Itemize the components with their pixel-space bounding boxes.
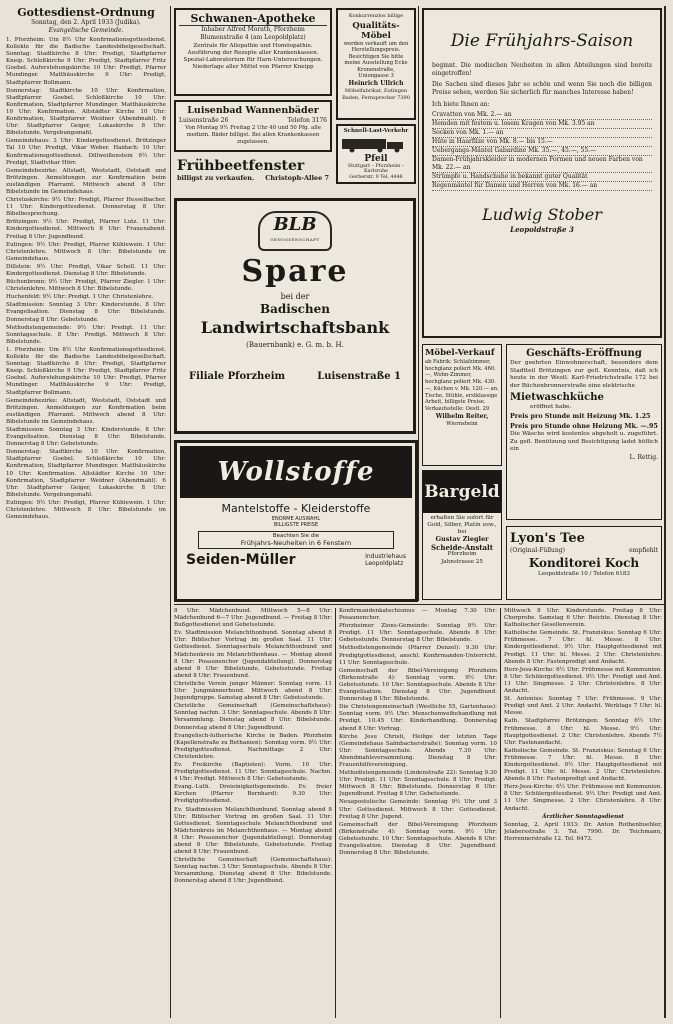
services-paragraph: 1. Pforzheim: Um 8½ Uhr Konfirmationsgottesdienst. Kollekte für die Badische Landesbibelgesellschaft. Sonntag: Stadtkirche 8 Uhr: Predigt, Stadtpfarrer Kneip. Schloßkirche 9 Uhr: Predigt, Stadtpfarrer Fritz Goebel. Auferstehungskirche 10 Uhr: Predigt, Pfarrer Mundinger. Matthäuskirche 9 Uhr: Predigt, Stadtpfarrer Bollmann. [6, 346, 166, 396]
ad-fruehjahrs-saison [422, 8, 662, 338]
services-paragraph: Katholische Gemeinde. St. Franziskus: Sonntag 6 Uhr: Frühmesse. 7 Uhr: hl. Messe. 8 Uhr: Kindergottesdienst. 9½ Uhr: Hauptgottesdienst mit Predigt. 11 Uhr: hl. Messe. 2 Uhr: Christenlehre. Abends 8 Uhr: Fastenpredigt und Andacht. [504, 630, 662, 665]
section-rule [174, 604, 664, 605]
ad-title: Spare [241, 254, 349, 289]
ad-name: Heinrich Ullrich [348, 80, 404, 88]
services-paragraph: Eutingen: 9½ Uhr: Predigt, Pfarrer Kühlewein. 1 Uhr: Christenlehre. Mittwoch 8 Uhr: Bibelstunde im Gemeindehaus. [6, 499, 166, 521]
ad-text: Badischen [259, 302, 330, 316]
ad-text: werden verkauft um den Herstellungspreis. Besichtigen Sie bitte meine Ausstellung Ecke Kronenstraße, Uniongasse 3 [343, 40, 409, 80]
services-paragraph: Neuapostolische Gemeinde: Sonntag 9½ Uhr und 3 Uhr: Gottesdienst. Mittwoch 8 Uhr: Gottesdienst. Freitag 8 Uhr: Jugend. [339, 799, 497, 820]
ad-opened: eröffnet habe. [530, 404, 572, 410]
services-paragraph: St. Antonius: Sonntag 7 Uhr: Frühmesse. 9 Uhr: Predigt und Amt. 2 Uhr: Andacht. Werktags 7 Uhr: hl. Messe. [504, 696, 662, 717]
truck-icon [340, 137, 414, 153]
ad-title: Schwanen-Apotheke [179, 13, 327, 26]
services-paragraph: Mittwoch 8 Uhr: Kinderstunde. Freitag 8 Uhr: Chorprobe. Samstag 6 Uhr: Beichte. Dienstag 8 Uhr: Katholischer Gesellenverein. [504, 608, 662, 629]
services-paragraph: Eutingen: 9½ Uhr: Predigt, Pfarrer Kühlewein. 1 Uhr: Christenlehre. Mittwoch 8 Uhr: Bibelstunde im Gemeindehaus. [6, 241, 166, 262]
services-paragraph: Konfirmandenkatechismus — Montag 7.30 Uhr: Posaunenchor. [339, 608, 497, 622]
ad-branch: Filiale Pforzheim [189, 371, 286, 382]
ad-title: Luisenbad Wannenbäder [187, 105, 319, 116]
church-services-column [6, 6, 166, 1018]
ad-address: Leopoldstraße 3 [510, 225, 574, 235]
services-paragraph: Brötzingen: 9½ Uhr: Predigt, Pfarrer Lutz. 11 Uhr: Kindergottesdienst. Mittwoch 8 Uhr: Frauenabend. Freitag 8 Uhr: Jugendbund. [6, 219, 166, 240]
services-paragraph: Gemeindebezirke: Altstadt, Weststadt, Oststadt und Brötzingen. Anmeldungen zur Konfirmation beim zuständigen Pfarramt. Mittwoch abend 8 Uhr: Bibelstunde im Gemeindehaus. [6, 167, 166, 195]
ad-title2: Mietwaschküche [510, 392, 604, 403]
services-paragraph: Ev. Stadtmission Melanchthonbund. Sonntag abend 8 Uhr: Biblischer Vortrag im großen Saal. 11 Uhr: Gottesdienst. Sonntagsschule Melanchthonbund und Mädchenkreis im Melanchthonhaus. — Montag abend 8 Uhr: Posaunenchor (Jugendabteilung). Donnerstag abend 8 Uhr: Bibelstunde, Gebetsstunde. Freitag abend 8 Uhr: Frauenbund. [174, 630, 332, 679]
offer-item: Cravatten von Mk. 2.— an [432, 111, 652, 120]
services-paragraph: Evang.-Luth. Dreieinigkeitsgemeinde. Ev. freier Kirchen (Pfarrer Bernhard): 9.30 Uhr: Predigtgottesdienst. [174, 784, 332, 805]
offer-item: Hüte in Haarfilze von Mk. 8.— bis 15.— [432, 138, 652, 147]
column-rule [418, 6, 419, 601]
ad-name: Wilhelm Reiter, [435, 413, 489, 421]
ad-kicker: Konkurrenzlos billige [348, 13, 404, 19]
date-line: Sonntag, den 2. April 1933 (Judika). [31, 19, 141, 26]
services-paragraph: Sonntag, 2. April 1933: Dr. Anton Rothenbuehler, Jelabersstraße 3. Tel. 7990. Dr. Teichmann, Herrennerstraße 12. Tel. 6473. [504, 821, 662, 842]
services-paragraph: Ev. Freikirche (Baptisten): Vorm. 10 Uhr: Predigtgottesdienst. 11 Uhr: Sonntagsschule. Nachm. 4 Uhr: Predigt. Mittwoch 8 Uhr: Gebetsstunde. [174, 761, 332, 783]
ad-address: Christoph-Allee 7 [265, 174, 329, 182]
ad-shop: Konditorei Koch [528, 555, 640, 570]
services-paragraph: Stadtmission: Sonntag 3 Uhr: Kinderstunde. 8 Uhr: Evangelisation. Dienstag 8 Uhr: Bibelstunde. Donnerstag 8 Uhr: Gebetstunde. [6, 426, 166, 448]
offer-item: Socken von Mk. 1.— an [432, 129, 652, 138]
services-paragraph: Methodistengemeinde (Lindenstraße 22): Sonntag 9.30 Uhr: Predigt. 11 Uhr: Sonntagsschule. 8 Uhr: Predigt. Mittwoch 8 Uhr: Bibelstunde. Donnerstag 8 Uhr: Jugendbund. Freitag 8 Uhr: Gebetsstunde. [339, 770, 497, 798]
ad-text: Der geehrten Einwohnerschaft, besonders dem Stadtteil Brötzingen zur gefl. Kenntnis, daß ich heute in der Westl. Karl-Friedrichstraße 172 bei der Büchenbronnerstraße eine elektrische [510, 360, 658, 389]
services-paragraph: Dillstein: 9½ Uhr: Predigt, Vikar Scholl. 11 Uhr: Kindergottesdienst. Dienstag 8 Uhr: Bibelstunde. [6, 263, 166, 277]
ad-luisenbad [174, 100, 332, 152]
ad-title: Schnell-Last-Verkehr [343, 128, 409, 134]
services-paragraph: Methodistengemeinde (Pfarrer Denzel): 9.30 Uhr: Predigtgottesdienst, anschl. Konfirmanden-Unterricht. 11 Uhr: Sonntagsschule. [339, 645, 497, 666]
services-paragraph: Donnerstag: Stadtkirche 10 Uhr: Konfirmation, Stadtpfarrer Goebel. Schloßkirche 10 Uhr: Konfirmation, Stadtpfarrer Mundinger. Matthäuskirche 10 Uhr: Konfirmation. Altstädter Kirche 10 Uhr: Konfirmation, Stadtpfarrer Weidner (Abendmahl). 6 Uhr: Stadtpfarrer Geiger, Lukaskirche 8 Uhr: Bibelstunde. Vergebungsmahl. [6, 87, 166, 137]
ad-text: Stuttgart – Pforzheim – Karlsruhe [347, 163, 405, 175]
ad-title: Lyon's Tee [510, 531, 585, 546]
ad-schnell-last-verkehr [336, 124, 416, 184]
services-paragraph: Evangelisch-lutherische Kirche in Baden. Pforzheim (Kapellenstraße zu Bethanien): Sonntag vorm. 9½ Uhr: Predigtgottesdienst. Nachmittags 2 Uhr: Christenlehre. [174, 732, 332, 760]
ad-owner: Inhaber Alfred Morath, Pforzheim [201, 26, 305, 33]
section-title: Gottesdienst-Ordnung [17, 6, 155, 19]
section-subtitle: Evangelische Gemeinde. [48, 27, 124, 34]
services-paragraph: Gemeindebezirke: Altstadt, Weststadt, Oststadt und Brötzingen. Anmeldungen zur Konfirmation beim zuständigen Pfarramt. Mittwoch abend 8 Uhr: Bibelstunde im Gemeindehaus. [6, 397, 166, 425]
services-column-3 [339, 608, 497, 1018]
services-column-4 [504, 608, 662, 1018]
column-rule [664, 6, 666, 1018]
column-rule [335, 608, 336, 1018]
column-rule [500, 608, 501, 1018]
ad-title: Qualitäts-Möbel [352, 20, 400, 41]
ad-offer-head: Ich biete Ihnen an: [432, 101, 490, 109]
ad-name: Gustav Ziegler [435, 535, 489, 543]
ad-place: Wiernsheim [446, 420, 478, 427]
ad-qualitaets-moebel [336, 8, 416, 120]
ad-notice: Frühjahrs-Neuheiten in 6 Fenstern [240, 539, 352, 547]
services-paragraph: Die Christengemeinschaft (Westliche 55, Gartenhaus): Sonntag vorm. 9½ Uhr: Menschenweihehandlung mit Predigt. 10.45 Uhr: Kinderhandlung. Donnerstag abend 8 Uhr: Vortrag. [339, 704, 497, 732]
ad-tag: BILLIGSTE PREISE [273, 522, 319, 528]
offer-item: Uebergangs-Mäntel Gabardine Mk. 35.—, 45.—, 55.— [432, 147, 652, 156]
ad-text: bei der [280, 292, 310, 301]
services-paragraph: Gemeindehaus: 3 Uhr: Kindergottesdienst. Brötzinger Tal 10 Uhr: Predigt, Vikar Weber. Haidach: 10 Uhr: Konfirmationsgottesdienst. Dillweißenstein 9½ Uhr: Predigt, Stadtvikar Hörr. [6, 138, 166, 166]
ad-address: Möbelfabrikat, Eutingen Baden, Fernsprecher 7390 [342, 87, 410, 101]
services-paragraph: Donnerstag: Stadtkirche 10 Uhr: Konfirmation, Stadtpfarrer Goebel. Schloßkirche 10 Uhr: Konfirmation, Stadtpfarrer Mundinger. Matthäuskirche 10 Uhr: Konfirmation. Altstädter Kirche 10 Uhr: Konfirmation, Stadtpfarrer Weidner (Abendmahl). 6 Uhr: Stadtpfarrer Geiger, Lukaskirche 8 Uhr: Bibelstunde. Vergebungsmahl. [6, 449, 166, 498]
ad-place: Pforzheim [447, 551, 477, 557]
services-paragraph: Christliche Gemeinschaft (Gemeinschaftshaus): Sonntag nachm. 3 Uhr: Sonntagsschule. Abends 8 Uhr: Versammlung. Dienstag abend 8 Uhr: Bibelstunde. Donnerstag abend 8 Uhr: Jugendbund. [174, 703, 332, 731]
ad-notice: Beachten Sie die [272, 533, 320, 539]
ad-subtitle: Mantelstoffe - Kleiderstoffe [221, 502, 371, 515]
services-paragraph: Gemeinschaft der Bibel-Vereinigung Pforzheim (Birkenstraße 4): Sonntag vorm. 9½ Uhr: Gebetsstunde. 10 Uhr: Sonntagsschule. Abends 8 Uhr: Evangelisation. Dienstag 8 Uhr: Jugendbund. Donnerstag 8 Uhr: Bibelstunde. [339, 821, 497, 857]
services-paragraph: Huchenfeld: 9½ Uhr: Predigt. 1 Uhr: Christenlehre. [6, 294, 154, 301]
services-paragraph: Katholische Gemeinde. St. Franziskus: Sonntag 6 Uhr: Frühmesse. 7 Uhr: hl. Messe. 8 Uhr: Kindergottesdienst. 9½ Uhr: Hauptgottesdienst mit Predigt. 11 Uhr: hl. Messe. 2 Uhr: Christenlehre. Abends 8 Uhr: Fastenpredigt und Andacht. [504, 747, 662, 783]
ad-title: Frühbeetfenster [177, 158, 305, 174]
section-subtitle: Ärztlicher Sonntagsdienst [542, 813, 624, 820]
ad-price: Preis pro Stunde ohne Heizung Mk. —.95 [510, 422, 658, 431]
ad-title: Geschäfts-Eröffnung [526, 348, 642, 359]
ad-legal: (Bauernbank) e. G. m. b. H. [246, 341, 344, 349]
services-paragraph: Kirche Jesu Christi, Heilige der letzten Tage (Gemeindehaus Salmbacherstraße): Sonntag vorm. 10 Uhr: Sonntagsschule. Abends 7.30 Uhr: Abendmahlsversammlung. Dienstag 8 Uhr: Frauenhilfsvereinigung. [339, 733, 497, 768]
services-paragraph: 8 Uhr: Mädchenbund. Mittwoch 5—8 Uhr: Mädchenbund 6—7 Uhr: Jugendbund. — Freitag 8 Uhr: Bußgottesdienst und Gebetsstunde. [174, 608, 332, 629]
ad-title-band [423, 471, 501, 513]
ad-address: Blumenstraße 4 (am Leopoldplatz) [200, 33, 306, 41]
ad-title: Die Frühjahrs-Saison [450, 31, 634, 51]
logo-subtext: GENOSSENSCHAFT [270, 237, 320, 242]
ad-title: Möbel-Verkauf [425, 348, 495, 358]
services-paragraph: Herz-Jesu-Kirche: 6½ Uhr: Frühmesse mit Kommunion. 8 Uhr: Schülergottesdienst. 9½ Uhr: Predigt und Amt. 11 Uhr: Singmesse. 2 Uhr: Christenlehre. 8 Uhr: Andacht. [504, 666, 662, 695]
services-paragraph: Christuskirche: 9½ Uhr: Predigt, Pfarrer Hesselbacher. 11 Uhr: Kindergottesdienst. Donnerstag 8 Uhr: Bibelbesprechung. [6, 197, 166, 218]
ad-text: erhalten Sie sofort für Gold, Silber, Platin usw., bei [427, 515, 497, 535]
services-paragraph: Christliche Verein junger Männer: Sonntag vorm. 11 Uhr: Jungmännerbund. Mittwoch abend 8 Uhr: Jugendgruppe. Samstag abend 8 Uhr: Gebetsstunde. [174, 680, 332, 702]
ad-notice-box [198, 531, 394, 549]
ad-title: Bargeld [424, 482, 500, 502]
ad-address: Jahnstrasse 25 [441, 558, 483, 565]
ad-text: billigst zu verkaufen. [177, 174, 255, 182]
ad-landwirtschaftsbank [174, 198, 416, 434]
services-paragraph: Methodistengemeinde: 9½ Uhr: Predigt. 11 Uhr: Sonntagsschule. 8 Uhr: Predigt. Mittwoch 8 Uhr: Bibelstunde. [6, 324, 166, 345]
ad-signer: L. Rettig. [629, 453, 658, 461]
ad-phone: Telefon 3176 [287, 117, 327, 124]
services-paragraph: Herz-Jesu-Kirche: 6½ Uhr: Frühmesse mit Kommunion. 8 Uhr: Schülergottesdienst. 9½ Uhr: Predigt und Amt. 11 Uhr: Singmesse. 2 Uhr: Christenlehre. 8 Uhr: Andacht. [504, 784, 662, 812]
services-paragraph: Büchenbronn: 9½ Uhr: Predigt, Pfarrer Ziegler. 1 Uhr: Christenlehre. Mittwoch 8 Uhr: Bibelstunde. [6, 279, 166, 293]
ad-intro2: Die Sachen sind dieses Jahr so schön und wenn Sie noch die billigen Preise sehen, werden Sie sicherlich für manches Interesse haben! [432, 81, 652, 96]
services-paragraph: 1. Pforzheim: Um 8½ Uhr Konfirmationsgottesdienst. Kollekte für die Badische Landesbibelgesellschaft. Sonntag: Stadtkirche 8 Uhr: Predigt, Stadtpfarrer Kneip. Schloßkirche 9 Uhr: Predigt, Stadtpfarrer Fritz Goebel. Auferstehungskirche 10 Uhr: Predigt, Pfarrer Mundinger. Matthäuskirche 9 Uhr: Predigt, Stadtpfarrer Bollmann. [6, 37, 166, 86]
offer-item: Hemden mit festem u. losem Kragen von Mk. 3.95 an [432, 120, 652, 129]
ad-store: Seiden-Müller [186, 552, 296, 568]
ad-original: (Original-Füllung) [510, 547, 565, 554]
services-column-2 [174, 608, 332, 1018]
blb-logo [258, 211, 332, 251]
ad-wollstoffe [174, 440, 418, 602]
services-paragraph: Christliche Gemeinschaft (Gemeinschaftshaus): Sonntag nachm. 3 Uhr: Sonntagsschule. Abends 8 Uhr: Versammlung. Dienstag abend 8 Uhr: Bibelstunde. Donnerstag abend 8 Uhr: Jugendbund. [174, 857, 332, 885]
ad-signature: Ludwig Stober [482, 205, 602, 225]
services-paragraph: Kath. Stadtpfarrei Brötzingen: Sonntag 6½ Uhr: Frühmesse. 8 Uhr: hl. Messe. 9½ Uhr: Hauptgottesdienst. 2 Uhr: Christenlehre. Abends 7½ Uhr: Fastenandacht. [504, 718, 662, 746]
ad-title-band [180, 446, 412, 498]
services-text [6, 37, 166, 521]
ad-location: Verkaufsstelle: Oestl. 29 [425, 405, 490, 412]
ad-title-bank: Landwirtschaftsbank [200, 318, 390, 337]
services-paragraph: Gemeinschaft der Bibel-Vereinigung Pforzheim (Birkenstraße 4): Sonntag vorm. 9½ Uhr: Gebetsstunde. 10 Uhr: Sonntagsschule. Abends 8 Uhr: Evangelisation. Dienstag 8 Uhr: Jugendbund. Donnerstag 8 Uhr: Bibelstunde. [339, 667, 497, 703]
ad-title: Wollstoffe [217, 457, 375, 487]
ad-text2: Die Wäsche wird kostenlos abgeholt u. zugeführt. Zu gefl. Benützung und Besichtigung ladet höflich ein [510, 431, 658, 453]
column-rule [170, 6, 171, 1018]
ad-address: Luisenstraße 1 [317, 371, 401, 382]
services-paragraph: Pforzheimer Zions-Gemeinde: Sonntag 9½ Uhr: Predigt. 11 Uhr: Sonntagsschule. Abends 8 Uhr: Gebetsstunde. Donnerstag 8 Uhr: Bibelstunde. [339, 623, 497, 644]
ad-intro: beginnt. Die modischen Neuheiten in allen Abteilungen sind bereits eingetroffen! [432, 62, 652, 77]
ad-schwanen-apotheke [174, 8, 332, 96]
logo-text: BLB [273, 214, 317, 235]
ad-tag: ENORME AUSWAHL [271, 516, 321, 522]
ad-address: Leopoldplatz [365, 560, 404, 567]
ad-recommends: empfiehlt [629, 547, 658, 554]
offer-item: Strümpfe u. Handschuhe in bekannt guter Qualität [432, 173, 652, 182]
ad-address: Leopoldstraße 10 / Telefon 6183 [538, 570, 630, 577]
offer-item: Damen-Frühjahrskleider in modernen Formen und neuen Farben von Mk. 22.— an [432, 156, 652, 173]
ad-address: Industriehaus [365, 553, 406, 560]
ad-geschaefts-eroeffnung [506, 344, 662, 520]
ad-text: Zentrale für Allopathie und Homöopathie. Ausführung der Rezepte aller Krankenkassen. Spezial-Laboratorium für Harn-Untersuchungen. Niederlage aller Mittel von Pfarrer Kneipp [183, 43, 323, 71]
ad-bargeld [422, 470, 502, 600]
ad-text: Von Montag 9½ Freitag 2 Uhr 40 und 50 Pfg. alle medizin. Bäder billigst. Bei allen Krankenkassen zugelassen. [185, 124, 321, 145]
ad-address: Gerberstr. 9 Tel. 4446 [349, 175, 403, 181]
ad-moebel-verkauf [422, 344, 502, 466]
ad-brand: Pfeil [364, 153, 388, 164]
ad-lyons-tee [506, 526, 662, 600]
ad-fruehbeetfenster [174, 154, 332, 194]
ad-company: Scheide-Anstalt [431, 542, 493, 552]
services-paragraph: Ev. Stadtmission Melanchthonbund. Sonntag abend 8 Uhr: Biblischer Vortrag im großen Saal. 11 Uhr: Gottesdienst. Sonntagsschule Melanchthonbund und Mädchenkreis im Melanchthonhaus. — Montag abend 8 Uhr: Posaunenchor (Jugendabteilung). Donnerstag abend 8 Uhr: Bibelstunde, Gebetsstunde. Freitag abend 8 Uhr: Frauenbund. [174, 806, 332, 856]
ad-address: Luisenstraße 26 [179, 117, 229, 124]
offer-item: Regenmäntel für Damen und Herren von Mk. 16.— an [432, 182, 652, 191]
services-paragraph: Stadtmission: Sonntag 3 Uhr: Kinderstunde. 8 Uhr: Evangelisation. Dienstag 8 Uhr: Bibelstunde. Donnerstag 8 Uhr: Gebetstunde. [6, 302, 166, 323]
ad-price: Preis pro Stunde mit Heizung Mk. 1.25 [510, 412, 651, 421]
ad-text: ab Fabrik: Schlafzimmer, hochglanz poliert Mk. 460.—, Wohn-Zimmer, hochglanz poliert Mk. 430.—, Küchen v. Mk. 120.— an. Tische, Stühle, erstklassige Arbeit, billigste Preise. [425, 359, 499, 406]
